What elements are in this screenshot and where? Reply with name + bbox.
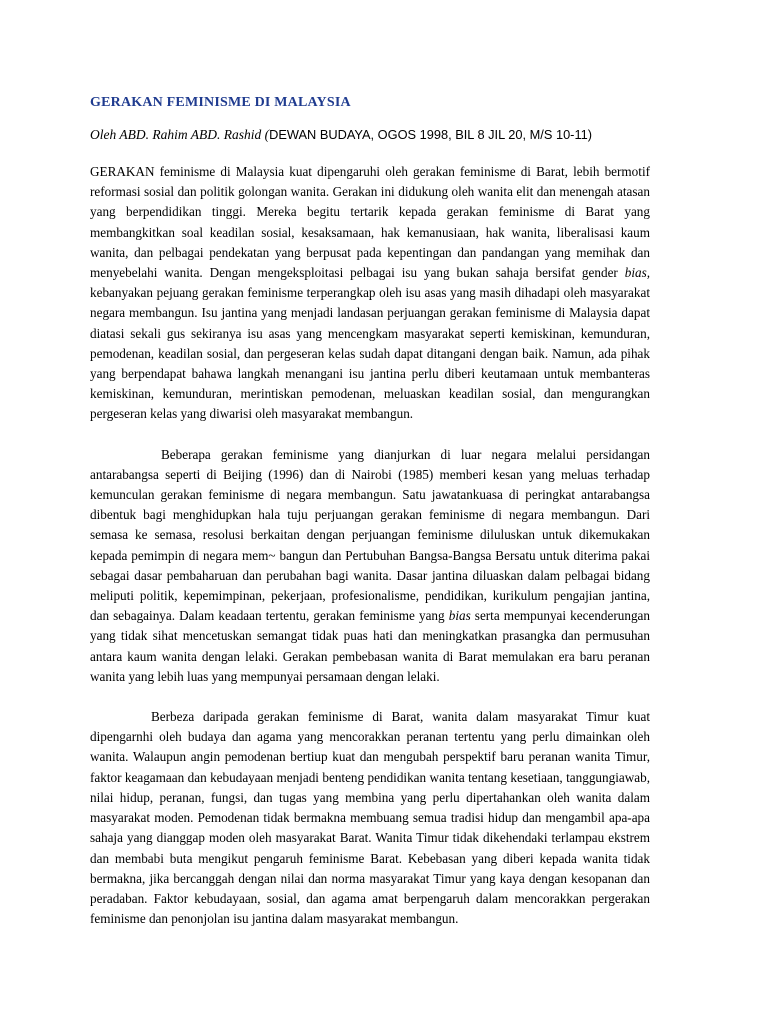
article-body xyxy=(90,93,650,949)
paragraph-3 xyxy=(90,707,650,929)
byline-source: DEWAN BUDAYA, OGOS 1998, BIL 8 JIL 20, M/S 10-11) xyxy=(269,127,592,142)
paragraph-2 xyxy=(90,445,650,687)
paragraph-1-emphasis: bias, xyxy=(624,265,650,281)
paragraph-2-text-start: Beberapa gerakan feminisme yang dianjurkan di luar negara melalui persidangan antarabangsa seperti di Beijing (1996) dan di Nairobi (1985) memberi kesan yang meluas terhadap kemunculan gerakan feminisme di negara membangun. Satu jawatankuasa di peringkat antarabangsa dibentuk bagi menghidupkan hala tuju perjuangan gerakan feminisme di negara membangun. Dari semasa ke semasa, resolusi berkaitan dengan perjuangan feminisme diluluskan untuk dikemukakan kepada pemimpin di negara mem~ bangun dan Pertubuhan Bangsa-Bangsa Bersatu untuk diterima pakai sebagai dasar pembaharuan dan perubahan bagi wanita. Dasar jantina diluaskan dalam pelbagai bidang meliputi politik, kepemimpinan, pekerjaan, profesionalisme, pendidikan, kurikulum pengajian jantina, dan sebagainya. Dalam keadaan tertentu, gerakan feminisme yang xyxy=(90,446,650,624)
page-title: GERAKAN FEMINISME DI MALAYSIA xyxy=(90,95,351,110)
paragraph-2-emphasis: bias xyxy=(448,608,471,624)
byline-author: Oleh ABD. Rahim ABD. Rashid ( xyxy=(90,127,270,142)
paragraph-1-text-start: GERAKAN feminisme di Malaysia kuat dipengaruhi oleh gerakan feminisme di Barat, lebih bermotif reformasi sosial dan politik golongan wanita. Gerakan ini didukung oleh wanita elit dan menengah atasan yang berpendidikan tinggi. Mereka begitu tertarik kepada gerakan feminisme di Barat yang membangkitkan soal keadilan sosial, kesaksamaan, hak kemanusiaan, hak wanita, liberalisasi kaum wanita, dan pelbagai pendekatan yang berpusat pada kepentingan dan pandangan yang memihak dan menyebelahi wanita. Dengan mengeksploitasi pelbagai isu yang bukan sahaja bersifat gender xyxy=(90,164,650,281)
paragraph-3-text-start: Berbeza daripada gerakan feminisme di Barat, wanita dalam masyarakat Timur kuat dipengarnhi oleh budaya dan agama yang mencorakkan peranan tertentu yang perlu dimainkan oleh wanita. Walaupun angin pemodenan bertiup kuat dan mengubah perspektif baru peranan wanita Timur, faktor keagamaan dan kebudayaan menjadi benteng pendidikan wanita tentang kesetiaan, tanggungiawab, nilai hidup, peranan, fungsi, dan tugas yang membina yang perlu dipertahankan oleh wanita dalam masyarakat moden. Pemodenan tidak bermakna membuang semua tradisi hidup dan mengambil apa-apa sahaja yang dianggap moden oleh masyarakat Barat. Wanita Timur tidak dikehendaki terlampau ekstrem dan membabi buta mengikut pengaruh feminisme Barat. Kebebasan yang diberi kepada wanita tidak bermakna, jika bercanggah dengan nilai dan norma masyarakat Timur yang kaya dengan kesopanan dan peradaban. Faktor kebudayaan, sosial, dan agama amat berpengaruh dalam mencorakkan pergerakan feminisme dan penonjolan isu jantina dalam masyarakat membangun. xyxy=(90,709,650,927)
paragraph-1-text-end: kebanyakan pejuang gerakan feminisme terperangkap oleh isu asas yang masih dihadapi oleh masyarakat negara membangun. Isu jantina yang menjadi landasan perjuangan gerakan feminisme di Malaysia dapat diatasi sekali gus sekiranya isu asas yang mencengkam masyarakat seperti kemiskinan, kemunduran, pemodenan, keadilan sosial, dan pergeseran kelas sudah dapat ditangani dengan baik. Namun, ada pihak yang berpendapat bahawa langkah menangani isu jantina perlu diberi keutamaan untuk membanteras kemiskinan, kemunduran, merintiskan pemodenan, meluaskan keadilan sosial, dan mengurangkan pergeseran kelas yang diwarisi oleh masyarakat membangun. xyxy=(90,285,650,422)
paragraph-1 xyxy=(90,162,650,425)
byline xyxy=(90,125,650,145)
paragraph-2-text-end: serta mempunyai kecenderungan yang tidak sihat mencetuskan semangat tidak puas hati dan meningkatkan prasangka dan permusuhan antara kaum wanita dengan lelaki. Gerakan pembebasan wanita di Barat memulakan era baru peranan wanita yang lebih luas yang mempunyai persamaan dengan lelaki. xyxy=(90,608,650,684)
